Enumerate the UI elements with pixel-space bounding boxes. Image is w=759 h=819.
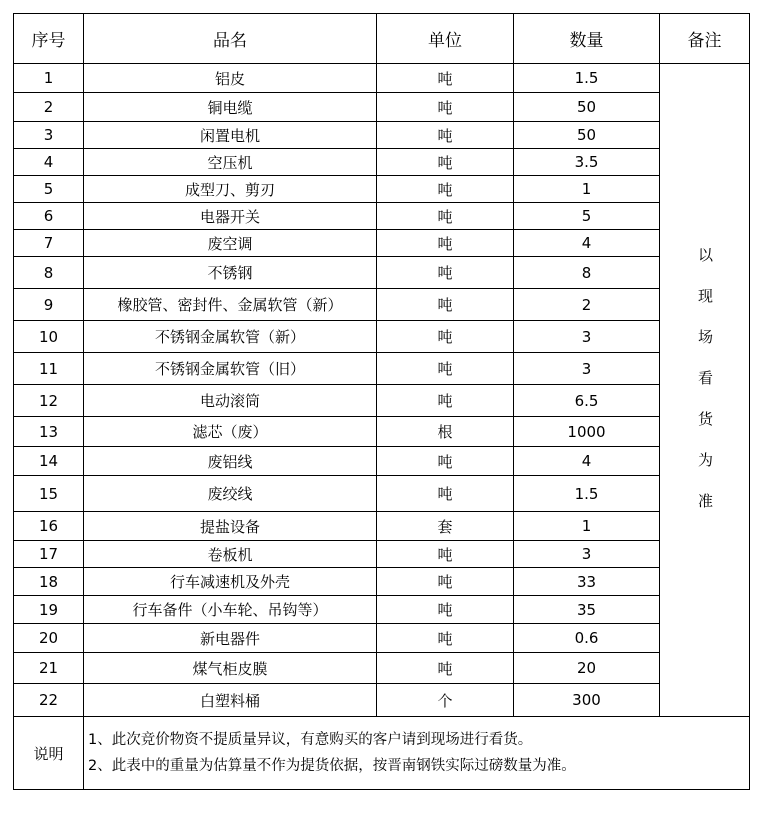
cell-name: 行车减速机及外壳	[84, 568, 377, 596]
table-row	[14, 624, 750, 653]
materials-table	[13, 13, 750, 790]
cell-seq: 7	[14, 230, 84, 257]
cell-name: 闲置电机	[84, 122, 377, 149]
table-row	[14, 417, 750, 447]
cell-qty: 0.6	[514, 624, 660, 653]
cell-name: 滤芯（废）	[84, 417, 377, 447]
cell-unit: 根	[377, 417, 514, 447]
table-row	[14, 64, 750, 93]
cell-qty: 33	[514, 568, 660, 596]
table-row	[14, 176, 750, 203]
cell-seq: 21	[14, 653, 84, 684]
header-name: 品名	[84, 14, 377, 64]
table-row	[14, 541, 750, 568]
cell-seq: 13	[14, 417, 84, 447]
table-row	[14, 203, 750, 230]
cell-qty: 50	[514, 122, 660, 149]
table-row	[14, 321, 750, 353]
header-seq: 序号	[14, 14, 84, 64]
cell-unit: 吨	[377, 653, 514, 684]
notes-row	[14, 717, 750, 790]
cell-name: 铝皮	[84, 64, 377, 93]
cell-unit: 吨	[377, 568, 514, 596]
header-row	[14, 14, 750, 64]
cell-qty: 8	[514, 257, 660, 289]
cell-name: 废铝线	[84, 447, 377, 476]
table-row	[14, 353, 750, 385]
cell-unit: 吨	[377, 203, 514, 230]
table-row	[14, 230, 750, 257]
cell-unit: 吨	[377, 476, 514, 512]
notes-text	[84, 717, 750, 790]
cell-name: 废空调	[84, 230, 377, 257]
cell-seq: 9	[14, 289, 84, 321]
cell-unit: 吨	[377, 230, 514, 257]
cell-qty: 1000	[514, 417, 660, 447]
table-row	[14, 149, 750, 176]
table-row	[14, 93, 750, 122]
cell-name: 行车备件（小车轮、吊钩等）	[84, 596, 377, 624]
cell-seq: 4	[14, 149, 84, 176]
cell-unit: 套	[377, 512, 514, 541]
cell-name: 电器开关	[84, 203, 377, 230]
cell-seq: 8	[14, 257, 84, 289]
cell-qty: 300	[514, 684, 660, 717]
cell-qty: 4	[514, 447, 660, 476]
table-row	[14, 653, 750, 684]
cell-qty: 3	[514, 541, 660, 568]
cell-name: 煤气柜皮膜	[84, 653, 377, 684]
cell-qty: 6.5	[514, 385, 660, 417]
cell-name: 空压机	[84, 149, 377, 176]
cell-seq: 18	[14, 568, 84, 596]
table-row	[14, 596, 750, 624]
cell-seq: 22	[14, 684, 84, 717]
cell-qty: 3	[514, 321, 660, 353]
cell-name: 不锈钢	[84, 257, 377, 289]
cell-unit: 吨	[377, 624, 514, 653]
cell-unit: 吨	[377, 447, 514, 476]
cell-qty: 1	[514, 176, 660, 203]
cell-name: 废绞线	[84, 476, 377, 512]
table-row	[14, 385, 750, 417]
cell-unit: 吨	[377, 353, 514, 385]
cell-unit: 吨	[377, 596, 514, 624]
table-row	[14, 476, 750, 512]
cell-qty: 2	[514, 289, 660, 321]
cell-unit: 吨	[377, 93, 514, 122]
cell-seq: 19	[14, 596, 84, 624]
cell-seq: 3	[14, 122, 84, 149]
cell-name: 卷板机	[84, 541, 377, 568]
note-line-1: 1、此次竞价物资不提质量异议，有意购买的客户请到现场进行看货。	[88, 732, 533, 748]
cell-seq: 5	[14, 176, 84, 203]
cell-qty: 1	[514, 512, 660, 541]
cell-name: 橡胶管、密封件、金属软管（新）	[84, 289, 377, 321]
cell-unit: 吨	[377, 257, 514, 289]
cell-qty: 35	[514, 596, 660, 624]
cell-unit: 吨	[377, 149, 514, 176]
cell-unit: 吨	[377, 64, 514, 93]
cell-qty: 3	[514, 353, 660, 385]
cell-seq: 11	[14, 353, 84, 385]
cell-seq: 1	[14, 64, 84, 93]
cell-qty: 3.5	[514, 149, 660, 176]
cell-unit: 吨	[377, 321, 514, 353]
cell-seq: 12	[14, 385, 84, 417]
table-row	[14, 568, 750, 596]
cell-name: 提盐设备	[84, 512, 377, 541]
header-unit: 单位	[377, 14, 514, 64]
cell-name: 白塑料桶	[84, 684, 377, 717]
cell-seq: 17	[14, 541, 84, 568]
cell-qty: 1.5	[514, 476, 660, 512]
cell-unit: 吨	[377, 122, 514, 149]
cell-seq: 14	[14, 447, 84, 476]
cell-name: 不锈钢金属软管（新）	[84, 321, 377, 353]
table-row	[14, 684, 750, 717]
cell-name: 新电器件	[84, 624, 377, 653]
cell-name: 成型刀、剪刃	[84, 176, 377, 203]
table-row	[14, 512, 750, 541]
table-row	[14, 289, 750, 321]
cell-seq: 10	[14, 321, 84, 353]
cell-qty: 1.5	[514, 64, 660, 93]
cell-qty: 20	[514, 653, 660, 684]
cell-name: 不锈钢金属软管（旧）	[84, 353, 377, 385]
table-row	[14, 447, 750, 476]
cell-name: 铜电缆	[84, 93, 377, 122]
cell-seq: 2	[14, 93, 84, 122]
cell-qty: 50	[514, 93, 660, 122]
table-row	[14, 257, 750, 289]
cell-unit: 吨	[377, 385, 514, 417]
remark-text: 以现场看货为准	[696, 246, 714, 534]
cell-seq: 15	[14, 476, 84, 512]
cell-unit: 吨	[377, 541, 514, 568]
header-qty: 数量	[514, 14, 660, 64]
cell-unit: 个	[377, 684, 514, 717]
cell-unit: 吨	[377, 176, 514, 203]
cell-name: 电动滚筒	[84, 385, 377, 417]
note-line-2: 2、此表中的重量为估算量不作为提货依据，按晋南钢铁实际过磅数量为准。	[88, 758, 576, 774]
header-remark: 备注	[660, 14, 750, 64]
remark-cell	[660, 64, 750, 717]
cell-seq: 6	[14, 203, 84, 230]
cell-unit: 吨	[377, 289, 514, 321]
cell-qty: 5	[514, 203, 660, 230]
table-row	[14, 122, 750, 149]
notes-label: 说明	[14, 717, 84, 790]
cell-seq: 16	[14, 512, 84, 541]
cell-seq: 20	[14, 624, 84, 653]
cell-qty: 4	[514, 230, 660, 257]
